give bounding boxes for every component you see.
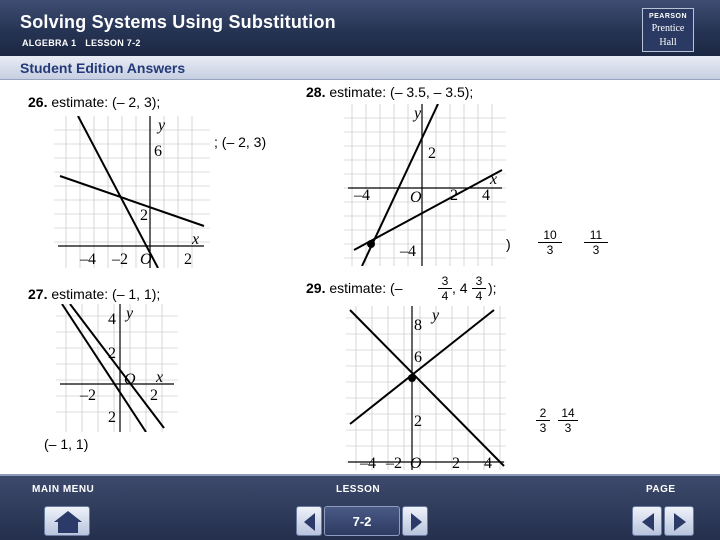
g26-origin: O <box>140 251 152 268</box>
footer-nav <box>0 474 720 540</box>
g29-label-4x: 4 <box>484 455 492 470</box>
triangle-left-icon <box>633 507 663 537</box>
g26-label-6: 6 <box>154 143 162 160</box>
g27-label-4: 4 <box>108 311 116 328</box>
problem-26-text: estimate: (– 2, 3); <box>51 94 161 110</box>
lesson-label: LESSON <box>336 484 381 495</box>
graph-28 <box>344 104 506 266</box>
problem-27-extra: (– 1, 1) <box>44 436 89 452</box>
graph-27 <box>56 304 178 432</box>
problem-26-number: 26. <box>28 94 48 110</box>
g27-label-neg2: –2 <box>80 387 96 404</box>
problem-28 <box>306 84 473 100</box>
frac-10-num: 10 <box>538 228 562 243</box>
problem-29-fraction-3 <box>536 406 550 435</box>
lesson-label: LESSON 7-2 <box>85 38 141 48</box>
frac-3-den: 3 <box>539 421 547 435</box>
problem-29 <box>306 280 403 296</box>
g29-y-label: y <box>432 307 440 324</box>
g28-origin: O <box>410 189 422 206</box>
problem-29-number: 29. <box>306 280 326 296</box>
problem-29-fraction-a <box>438 274 452 303</box>
g29-label-6: 6 <box>414 349 422 366</box>
problem-27-text: estimate: (– 1, 1); <box>51 286 161 302</box>
frac-10-den: 3 <box>546 243 554 257</box>
page-next-button[interactable] <box>664 506 694 536</box>
g26-y-label: y <box>158 117 166 134</box>
logo-prentice: Prentice <box>651 23 685 34</box>
g27-origin: O <box>124 371 136 388</box>
triangle-left-icon <box>297 507 323 537</box>
g28-label-2: 2 <box>428 145 436 162</box>
problem-28-fraction-1 <box>538 228 562 257</box>
lesson-subtitle <box>22 38 147 48</box>
pearson-logo <box>642 8 694 52</box>
g29-label-2: 2 <box>414 413 422 430</box>
problem-28-fraction-2 <box>584 228 608 257</box>
page-title: Solving Systems Using Substitution <box>20 12 336 32</box>
g26-label-neg4: –4 <box>80 251 96 268</box>
problem-28-text: estimate: (– 3.5, – 3.5); <box>329 84 474 100</box>
g28-y-label: y <box>414 105 422 122</box>
section-banner <box>0 56 720 80</box>
g29-label-neg4: –4 <box>360 455 376 470</box>
lesson-number-button[interactable] <box>324 506 400 536</box>
g27-label-2: 2 <box>108 345 116 362</box>
triangle-right-icon <box>665 507 695 537</box>
problem-29-text-b: , 4 <box>452 280 468 296</box>
triangle-right-icon <box>403 507 429 537</box>
problem-29-text-c: ); <box>488 280 497 296</box>
g27-label-neg2y: 2 <box>108 409 116 426</box>
lesson-number: 7-2 <box>352 514 372 529</box>
graph-26 <box>54 116 210 268</box>
page-previous-button[interactable] <box>632 506 662 536</box>
g28-label-2x: 2 <box>450 187 458 204</box>
lesson-previous-button[interactable] <box>296 506 322 536</box>
g29-label-2x: 2 <box>452 455 460 470</box>
g28-label-neg4y: –4 <box>400 243 416 260</box>
header-bar <box>0 0 720 56</box>
g28-label-4x: 4 <box>482 187 490 204</box>
g29-origin: O <box>410 455 422 470</box>
frac-4-den: 3 <box>564 421 572 435</box>
problem-29-fraction-4 <box>558 406 578 435</box>
g29-label-8: 8 <box>414 317 422 334</box>
g28-x-label: x <box>490 171 498 188</box>
problem-27-number: 27. <box>28 286 48 302</box>
graph-29 <box>346 306 506 470</box>
main-menu-label: MAIN MENU <box>32 484 95 495</box>
g27-y-label: y <box>126 305 134 322</box>
g26-label-2x: 2 <box>184 251 192 268</box>
lesson-next-button[interactable] <box>402 506 428 536</box>
frac-3-num: 2 <box>536 406 550 421</box>
frac-4-num: 14 <box>558 406 578 421</box>
home-button[interactable] <box>44 506 90 536</box>
g26-label-2: 2 <box>140 207 148 224</box>
frac-a-num: 3 <box>438 274 452 289</box>
problem-26-extra: ; (– 2, 3) <box>214 134 267 150</box>
frac-b-num: 3 <box>472 274 486 289</box>
frac-a-den: 4 <box>441 289 449 303</box>
g27-label-2x: 2 <box>150 387 158 404</box>
g28-label-neg4: –4 <box>354 187 370 204</box>
frac-11-den: 3 <box>592 243 600 257</box>
g26-label-neg2: –2 <box>112 251 128 268</box>
problem-29-fraction-b <box>472 274 486 303</box>
course-label: ALGEBRA 1 <box>22 38 77 48</box>
problem-28-paren: ) <box>506 236 511 252</box>
problem-29-text-a: estimate: (– <box>329 280 403 296</box>
logo-pearson: PEARSON <box>648 13 688 20</box>
frac-b-den: 4 <box>475 289 483 303</box>
logo-hall: Hall <box>659 37 677 48</box>
g29-label-neg2: –2 <box>386 455 402 470</box>
g26-x-label: x <box>192 231 200 248</box>
g27-x-label: x <box>156 369 164 386</box>
problem-28-number: 28. <box>306 84 326 100</box>
page-label: PAGE <box>646 484 676 495</box>
banner-title: Student Edition Answers <box>20 60 186 76</box>
problem-27 <box>28 286 160 302</box>
frac-11-num: 11 <box>584 228 608 243</box>
home-icon <box>45 507 91 537</box>
problem-26 <box>28 94 160 110</box>
